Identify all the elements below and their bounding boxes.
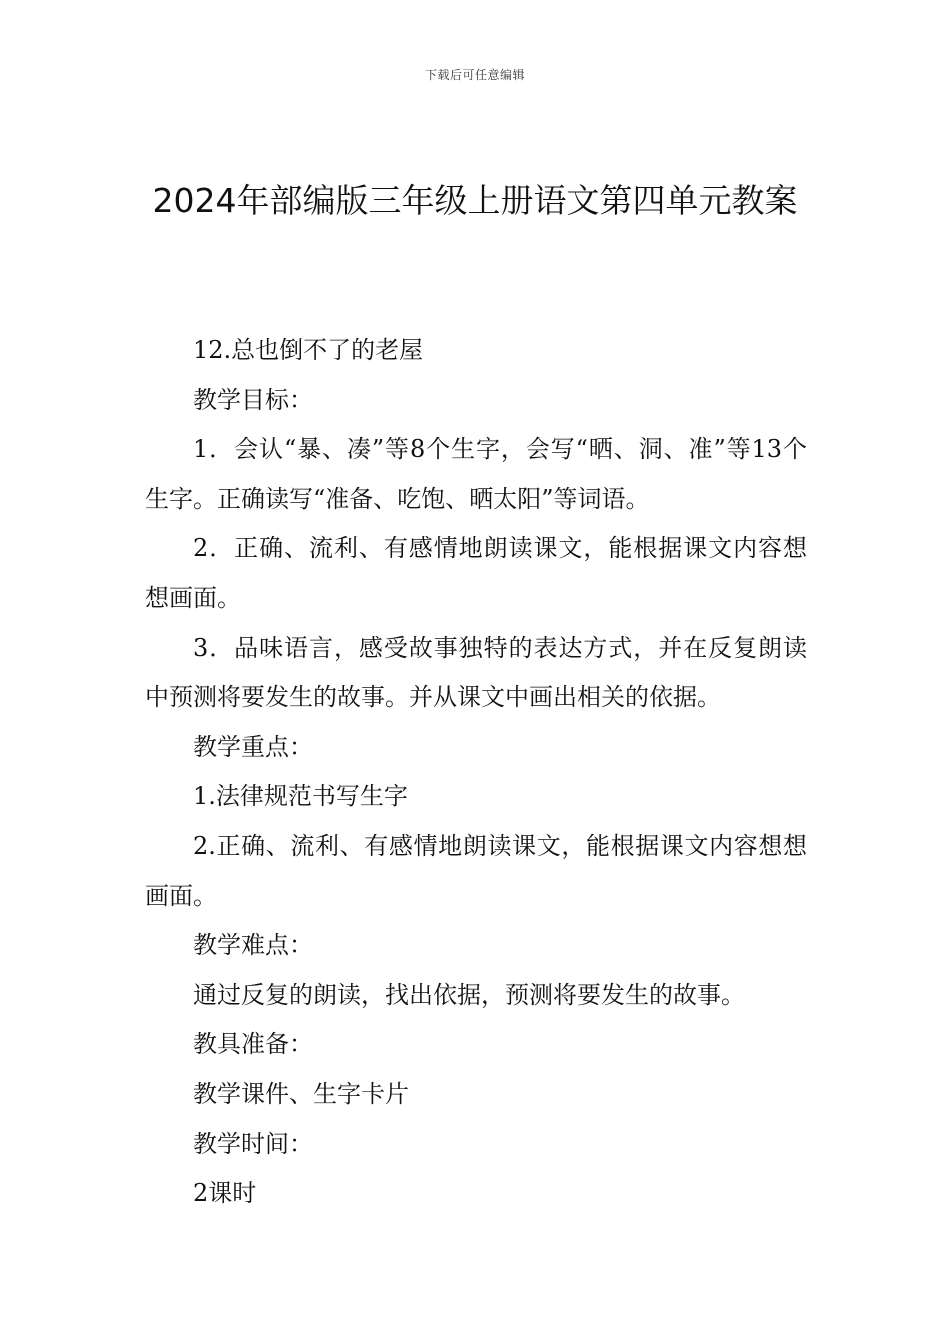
objective-item-2: 2．正确、流利、有感情地朗读课文，能根据课文内容想想画面。	[145, 534, 807, 612]
key-points-heading: 教学重点：	[193, 732, 313, 761]
key-point-item-2: 2.正确、流利、有感情地朗读课文，能根据课文内容想想画面。	[145, 831, 807, 910]
key-point-item-1: 1.法律规范书写生字	[193, 782, 408, 811]
materials-heading: 教具准备：	[193, 1030, 313, 1059]
lesson-heading: 12.总也倒不了的老屋	[193, 336, 424, 364]
objective-item-3: 3．品味语言，感受故事独特的表达方式，并在反复朗读中预测将要发生的故事。并从课文中画出相关的依据。	[145, 633, 807, 712]
document-body	[145, 326, 807, 1219]
time-text: 2课时	[193, 1179, 257, 1208]
difficulty-text: 通过反复的朗读，找出依据，预测将要发生的故事。	[193, 980, 745, 1009]
difficulty-heading: 教学难点：	[193, 931, 313, 960]
document-title: 2024年部编版三年级上册语文第四单元教案	[152, 181, 798, 220]
objective-item-1: 1．会认“暴、凑”等8个生字，会写“晒、洞、准”等13个生字。正确读写“准备、吃饱、晒太阳”等词语。	[145, 435, 807, 513]
time-heading: 教学时间：	[193, 1129, 313, 1158]
materials-text: 教学课件、生字卡片	[193, 1079, 409, 1108]
objectives-heading: 教学目标：	[193, 385, 313, 414]
page-header-note: 下载后可任意编辑	[424, 68, 525, 82]
